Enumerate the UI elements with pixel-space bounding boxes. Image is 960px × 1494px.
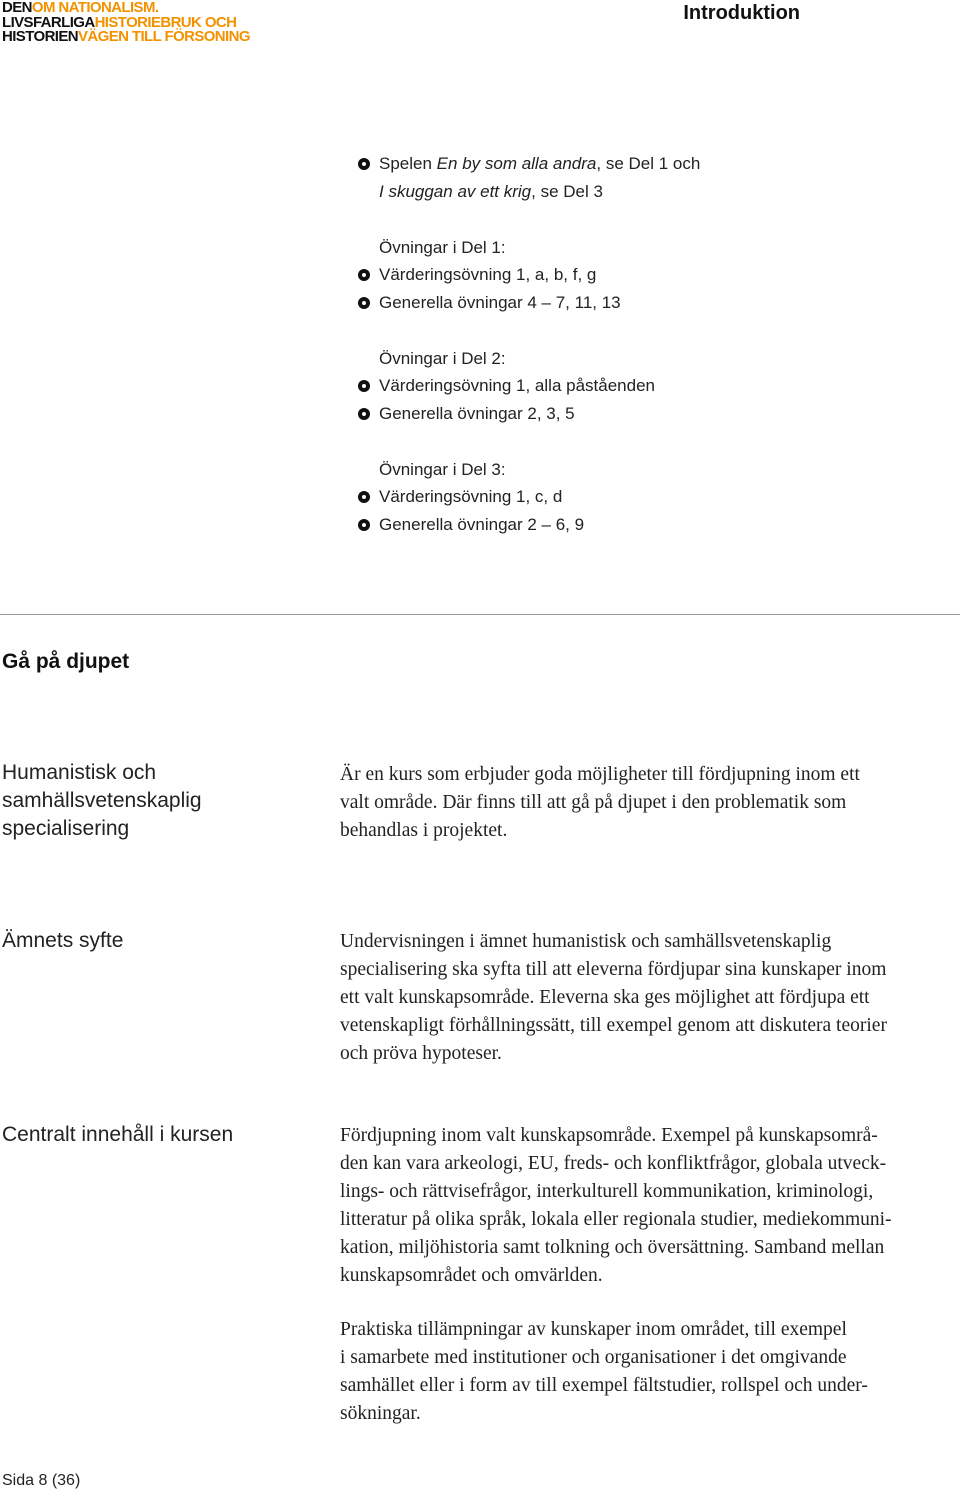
text-line: Är en kurs som erbjuder goda möjligheter till fördjupning inom ett [340, 764, 860, 785]
exercise-group-heading: Övningar i Del 2: [379, 349, 506, 368]
section-divider [0, 614, 960, 615]
text-line: Undervisningen i ämnet humanistisk och samhällsvetenskaplig [340, 931, 832, 952]
bullet-icon [358, 491, 370, 503]
text-line: kation, miljöhistoria samt tolkning och översättning. Samband mellan [340, 1237, 885, 1258]
list-item-text: Generella övningar 4 – 7, 11, 13 [379, 293, 621, 312]
bullet-icon [358, 158, 370, 170]
logo-word: LIVSFARLIGA [2, 13, 95, 31]
row-label-course [2, 759, 202, 843]
logo-word: VÄGEN TILL FÖRSONING [78, 28, 250, 45]
logo-word: HISTORIEBRUK OCH [94, 13, 237, 31]
label-line: Humanistisk och [2, 761, 157, 784]
bullet-icon [358, 297, 370, 309]
logo-word: HISTORIEN [2, 28, 79, 45]
content-practical-paragraph [340, 1316, 956, 1428]
label-line: Ämnets syfte [2, 929, 124, 952]
publication-logo [2, 1, 250, 45]
bullet-icon [358, 519, 370, 531]
list-item-text: Generella övningar 2 – 6, 9 [379, 515, 585, 534]
text-line: och pröva hypoteser. [340, 1043, 502, 1064]
text-line: vetenskapligt förhållningssätt, till exempel genom att diskutera teorier [340, 1015, 887, 1036]
page-heading: Introduktion [683, 2, 800, 24]
bullet-icon [358, 408, 370, 420]
logo-word: DEN [2, 0, 32, 16]
list-item-text: Värderingsövning 1, c, d [379, 487, 563, 506]
games-line-2 [379, 181, 603, 203]
text-line: specialisering ska syfta till att eleverna fördjupar sina kunskaper inom [340, 959, 887, 980]
content-description [340, 1122, 956, 1290]
page-number: Sida 8 (36) [2, 1472, 81, 1489]
games-line-1 [379, 153, 700, 175]
list-item-text: Värderingsövning 1, alla påståenden [379, 376, 655, 395]
text-span: , se Del 1 och [596, 154, 701, 173]
text-line: valt område. Där finns till att gå på djupet i den problematik som [340, 792, 847, 813]
text-line: den kan vara arkeologi, EU, freds- och konfliktfrågor, globala utveck- [340, 1153, 887, 1174]
list-item-text: Värderingsövning 1, a, b, f, g [379, 265, 597, 284]
label-line: samhällsvetenskaplig [2, 789, 202, 812]
text-line: Fördjupning inom valt kunskapsområde. Exempel på kunskapsområ- [340, 1125, 878, 1146]
text-line: samhället eller i form av till exempel fältstudier, rollspel och under- [340, 1375, 868, 1396]
course-description [340, 761, 956, 845]
text-line: kunskapsområdet och omvärlden. [340, 1265, 603, 1286]
game-title: En by som alla andra [436, 154, 597, 173]
label-line: Centralt innehåll i kursen [2, 1123, 234, 1146]
text-line: behandlas i projektet. [340, 820, 508, 841]
logo-word: OM NATIONALISM. [31, 0, 159, 16]
text-span: , se Del 3 [531, 182, 603, 201]
game-title: I skuggan av ett krig [379, 182, 532, 201]
exercise-group-heading: Övningar i Del 3: [379, 460, 506, 479]
text-line: lings- och rättvisefrågor, interkulturell kommunikation, kriminologi, [340, 1181, 874, 1202]
list-item-text: Generella övningar 2, 3, 5 [379, 404, 575, 423]
text-line: Praktiska tillämpningar av kunskaper inom området, till exempel [340, 1319, 847, 1340]
text-line: ett valt kunskapsområde. Eleverna ska ges möjlighet att fördjupa ett [340, 987, 870, 1008]
row-label-purpose [2, 927, 123, 955]
text-span: Spelen [379, 154, 437, 173]
purpose-description [340, 928, 956, 1068]
section-title: Gå på djupet [2, 650, 130, 673]
bullet-icon [358, 380, 370, 392]
text-line: litteratur på olika språk, lokala eller regionala studier, mediekommuni- [340, 1209, 892, 1230]
bullet-icon [358, 269, 370, 281]
text-line: i samarbete med institutioner och organisationer i det omgivande [340, 1347, 847, 1368]
label-line: specialisering [2, 817, 130, 840]
exercise-group-heading: Övningar i Del 1: [379, 238, 506, 257]
text-line: sökningar. [340, 1403, 421, 1424]
row-label-content [2, 1121, 233, 1149]
